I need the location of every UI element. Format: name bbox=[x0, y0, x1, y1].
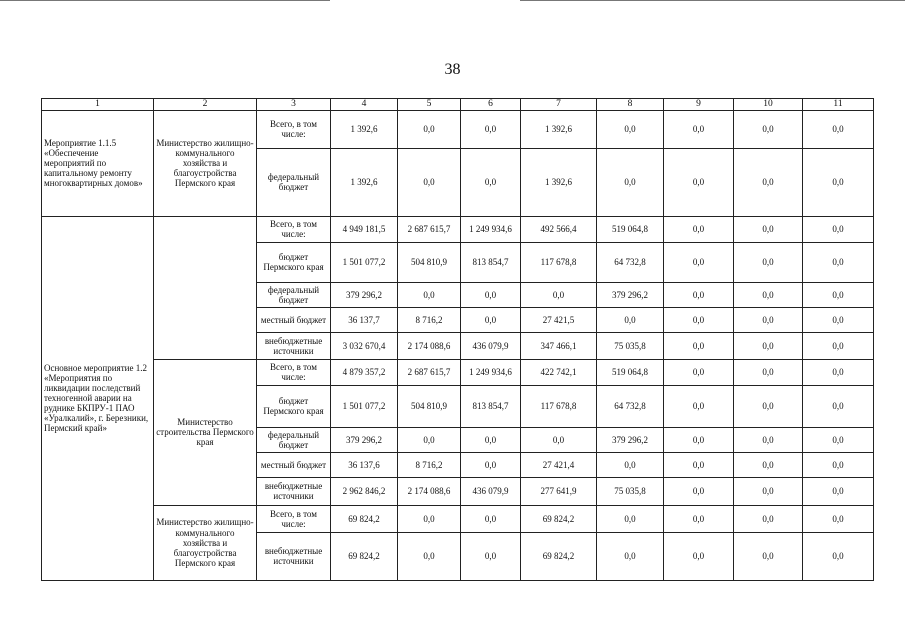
amount-cell-col-10: 0,0 bbox=[734, 282, 803, 307]
amount-cell-col-10: 0,0 bbox=[734, 532, 803, 580]
amount-cell-col-9: 0,0 bbox=[664, 282, 734, 307]
amount-cell-col-8: 519 064,8 bbox=[597, 216, 664, 242]
funding-source-cell: Всего, в том числе: bbox=[257, 110, 331, 148]
amount-cell-col-11: 0,0 bbox=[803, 148, 874, 216]
amount-cell-col-6: 0,0 bbox=[461, 505, 521, 532]
event-name-cell: Основное мероприятие 1.2 «Мероприятия по ликвидации последствий техногенной аварии на руднике БКПРУ-1 ПАО «Уралкалий», г. Березники, Пермский край» bbox=[42, 216, 154, 580]
amount-cell-col-6: 1 249 934,6 bbox=[461, 359, 521, 385]
amount-cell-col-7: 422 742,1 bbox=[521, 359, 597, 385]
amount-cell-col-9: 0,0 bbox=[664, 242, 734, 282]
amount-cell-col-7: 277 641,9 bbox=[521, 477, 597, 505]
column-header-2: 2 bbox=[154, 99, 257, 111]
amount-cell-col-6: 1 249 934,6 bbox=[461, 216, 521, 242]
amount-cell-col-5: 504 810,9 bbox=[398, 385, 461, 427]
header-row bbox=[42, 99, 874, 111]
funding-source-cell: Всего, в том числе: bbox=[257, 505, 331, 532]
amount-cell-col-4: 36 137,6 bbox=[331, 452, 398, 477]
amount-cell-col-4: 4 879 357,2 bbox=[331, 359, 398, 385]
amount-cell-col-5: 8 716,2 bbox=[398, 307, 461, 332]
amount-cell-col-9: 0,0 bbox=[664, 477, 734, 505]
amount-cell-col-4: 69 824,2 bbox=[331, 505, 398, 532]
amount-cell-col-6: 0,0 bbox=[461, 110, 521, 148]
amount-cell-col-8: 75 035,8 bbox=[597, 332, 664, 359]
amount-cell-col-10: 0,0 bbox=[734, 427, 803, 452]
amount-cell-col-11: 0,0 bbox=[803, 332, 874, 359]
amount-cell-col-7: 1 392,6 bbox=[521, 148, 597, 216]
amount-cell-col-10: 0,0 bbox=[734, 216, 803, 242]
amount-cell-col-6: 436 079,9 bbox=[461, 477, 521, 505]
amount-cell-col-4: 1 501 077,2 bbox=[331, 242, 398, 282]
amount-cell-col-7: 117 678,8 bbox=[521, 385, 597, 427]
amount-cell-col-4: 1 501 077,2 bbox=[331, 385, 398, 427]
amount-cell-col-9: 0,0 bbox=[664, 359, 734, 385]
amount-cell-col-8: 64 732,8 bbox=[597, 242, 664, 282]
column-header-1: 1 bbox=[42, 99, 154, 111]
amount-cell-col-10: 0,0 bbox=[734, 110, 803, 148]
amount-cell-col-6: 813 854,7 bbox=[461, 242, 521, 282]
amount-cell-col-6: 436 079,9 bbox=[461, 332, 521, 359]
amount-cell-col-8: 0,0 bbox=[597, 148, 664, 216]
amount-cell-col-9: 0,0 bbox=[664, 307, 734, 332]
executor-cell: Министерство жилищно-коммунального хозяйства и благоустройства Пермского края bbox=[154, 505, 257, 580]
funding-source-cell: федеральный бюджет bbox=[257, 427, 331, 452]
amount-cell-col-9: 0,0 bbox=[664, 532, 734, 580]
amount-cell-col-6: 0,0 bbox=[461, 307, 521, 332]
financing-table bbox=[41, 98, 874, 581]
amount-cell-col-8: 0,0 bbox=[597, 505, 664, 532]
amount-cell-col-4: 379 296,2 bbox=[331, 427, 398, 452]
amount-cell-col-7: 492 566,4 bbox=[521, 216, 597, 242]
amount-cell-col-6: 0,0 bbox=[461, 532, 521, 580]
amount-cell-col-10: 0,0 bbox=[734, 148, 803, 216]
funding-source-cell: внебюджетные источники bbox=[257, 332, 331, 359]
funding-source-cell: бюджет Пермского края bbox=[257, 385, 331, 427]
amount-cell-col-8: 379 296,2 bbox=[597, 427, 664, 452]
amount-cell-col-11: 0,0 bbox=[803, 427, 874, 452]
amount-cell-col-8: 519 064,8 bbox=[597, 359, 664, 385]
column-header-3: 3 bbox=[257, 99, 331, 111]
amount-cell-col-4: 1 392,6 bbox=[331, 110, 398, 148]
amount-cell-col-5: 2 687 615,7 bbox=[398, 359, 461, 385]
amount-cell-col-7: 69 824,2 bbox=[521, 532, 597, 580]
funding-source-cell: местный бюджет bbox=[257, 307, 331, 332]
executor-cell: Министерство жилищно-коммунального хозяйства и благоустройства Пермского края bbox=[154, 110, 257, 216]
event-name-cell: Мероприятие 1.1.5 «Обеспечение мероприятий по капитальному ремонту многоквартирных домов» bbox=[42, 110, 154, 216]
amount-cell-col-9: 0,0 bbox=[664, 452, 734, 477]
amount-cell-col-4: 3 032 670,4 bbox=[331, 332, 398, 359]
amount-cell-col-6: 0,0 bbox=[461, 452, 521, 477]
amount-cell-col-4: 36 137,7 bbox=[331, 307, 398, 332]
amount-cell-col-11: 0,0 bbox=[803, 110, 874, 148]
amount-cell-col-11: 0,0 bbox=[803, 452, 874, 477]
amount-cell-col-8: 0,0 bbox=[597, 110, 664, 148]
amount-cell-col-4: 69 824,2 bbox=[331, 532, 398, 580]
scan-top-rule bbox=[0, 0, 330, 1]
amount-cell-col-9: 0,0 bbox=[664, 385, 734, 427]
amount-cell-col-5: 8 716,2 bbox=[398, 452, 461, 477]
table-row bbox=[42, 216, 874, 242]
executor-cell: Министерство строительства Пермского края bbox=[154, 359, 257, 505]
funding-source-cell: внебюджетные источники bbox=[257, 477, 331, 505]
funding-source-cell: внебюджетные источники bbox=[257, 532, 331, 580]
amount-cell-col-11: 0,0 bbox=[803, 216, 874, 242]
amount-cell-col-5: 0,0 bbox=[398, 148, 461, 216]
amount-cell-col-6: 813 854,7 bbox=[461, 385, 521, 427]
amount-cell-col-4: 379 296,2 bbox=[331, 282, 398, 307]
amount-cell-col-9: 0,0 bbox=[664, 427, 734, 452]
amount-cell-col-7: 347 466,1 bbox=[521, 332, 597, 359]
funding-source-cell: федеральный бюджет bbox=[257, 282, 331, 307]
amount-cell-col-11: 0,0 bbox=[803, 242, 874, 282]
column-header-10: 10 bbox=[734, 99, 803, 111]
amount-cell-col-11: 0,0 bbox=[803, 359, 874, 385]
amount-cell-col-5: 2 174 088,6 bbox=[398, 477, 461, 505]
amount-cell-col-4: 4 949 181,5 bbox=[331, 216, 398, 242]
table-row bbox=[42, 505, 874, 532]
amount-cell-col-7: 0,0 bbox=[521, 427, 597, 452]
amount-cell-col-11: 0,0 bbox=[803, 282, 874, 307]
amount-cell-col-11: 0,0 bbox=[803, 307, 874, 332]
amount-cell-col-9: 0,0 bbox=[664, 505, 734, 532]
amount-cell-col-5: 2 687 615,7 bbox=[398, 216, 461, 242]
amount-cell-col-8: 0,0 bbox=[597, 452, 664, 477]
amount-cell-col-4: 1 392,6 bbox=[331, 148, 398, 216]
amount-cell-col-7: 69 824,2 bbox=[521, 505, 597, 532]
amount-cell-col-10: 0,0 bbox=[734, 477, 803, 505]
executor-cell bbox=[154, 216, 257, 359]
amount-cell-col-10: 0,0 bbox=[734, 385, 803, 427]
amount-cell-col-10: 0,0 bbox=[734, 332, 803, 359]
amount-cell-col-4: 2 962 846,2 bbox=[331, 477, 398, 505]
scan-top-rule bbox=[520, 0, 905, 1]
amount-cell-col-7: 27 421,4 bbox=[521, 452, 597, 477]
column-header-9: 9 bbox=[664, 99, 734, 111]
column-header-6: 6 bbox=[461, 99, 521, 111]
table-row bbox=[42, 359, 874, 385]
amount-cell-col-9: 0,0 bbox=[664, 332, 734, 359]
amount-cell-col-10: 0,0 bbox=[734, 307, 803, 332]
amount-cell-col-7: 27 421,5 bbox=[521, 307, 597, 332]
amount-cell-col-8: 0,0 bbox=[597, 532, 664, 580]
amount-cell-col-8: 75 035,8 bbox=[597, 477, 664, 505]
column-header-4: 4 bbox=[331, 99, 398, 111]
amount-cell-col-5: 0,0 bbox=[398, 110, 461, 148]
amount-cell-col-6: 0,0 bbox=[461, 148, 521, 216]
funding-source-cell: бюджет Пермского края bbox=[257, 242, 331, 282]
amount-cell-col-7: 117 678,8 bbox=[521, 242, 597, 282]
funding-source-cell: Всего, в том числе: bbox=[257, 359, 331, 385]
amount-cell-col-8: 64 732,8 bbox=[597, 385, 664, 427]
column-header-7: 7 bbox=[521, 99, 597, 111]
amount-cell-col-7: 0,0 bbox=[521, 282, 597, 307]
amount-cell-col-9: 0,0 bbox=[664, 216, 734, 242]
column-header-5: 5 bbox=[398, 99, 461, 111]
amount-cell-col-7: 1 392,6 bbox=[521, 110, 597, 148]
amount-cell-col-6: 0,0 bbox=[461, 282, 521, 307]
amount-cell-col-10: 0,0 bbox=[734, 242, 803, 282]
column-header-8: 8 bbox=[597, 99, 664, 111]
amount-cell-col-8: 0,0 bbox=[597, 307, 664, 332]
amount-cell-col-10: 0,0 bbox=[734, 359, 803, 385]
amount-cell-col-5: 0,0 bbox=[398, 427, 461, 452]
amount-cell-col-6: 0,0 bbox=[461, 427, 521, 452]
amount-cell-col-10: 0,0 bbox=[734, 505, 803, 532]
amount-cell-col-8: 379 296,2 bbox=[597, 282, 664, 307]
amount-cell-col-5: 0,0 bbox=[398, 505, 461, 532]
amount-cell-col-11: 0,0 bbox=[803, 385, 874, 427]
table-row bbox=[42, 110, 874, 148]
amount-cell-col-9: 0,0 bbox=[664, 148, 734, 216]
funding-source-cell: Всего, в том числе: bbox=[257, 216, 331, 242]
funding-source-cell: местный бюджет bbox=[257, 452, 331, 477]
amount-cell-col-5: 2 174 088,6 bbox=[398, 332, 461, 359]
amount-cell-col-11: 0,0 bbox=[803, 505, 874, 532]
amount-cell-col-11: 0,0 bbox=[803, 477, 874, 505]
amount-cell-col-11: 0,0 bbox=[803, 532, 874, 580]
amount-cell-col-5: 0,0 bbox=[398, 282, 461, 307]
amount-cell-col-5: 0,0 bbox=[398, 532, 461, 580]
amount-cell-col-5: 504 810,9 bbox=[398, 242, 461, 282]
column-header-11: 11 bbox=[803, 99, 874, 111]
funding-source-cell: федеральный бюджет bbox=[257, 148, 331, 216]
amount-cell-col-9: 0,0 bbox=[664, 110, 734, 148]
page-number: 38 bbox=[444, 61, 461, 78]
amount-cell-col-10: 0,0 bbox=[734, 452, 803, 477]
